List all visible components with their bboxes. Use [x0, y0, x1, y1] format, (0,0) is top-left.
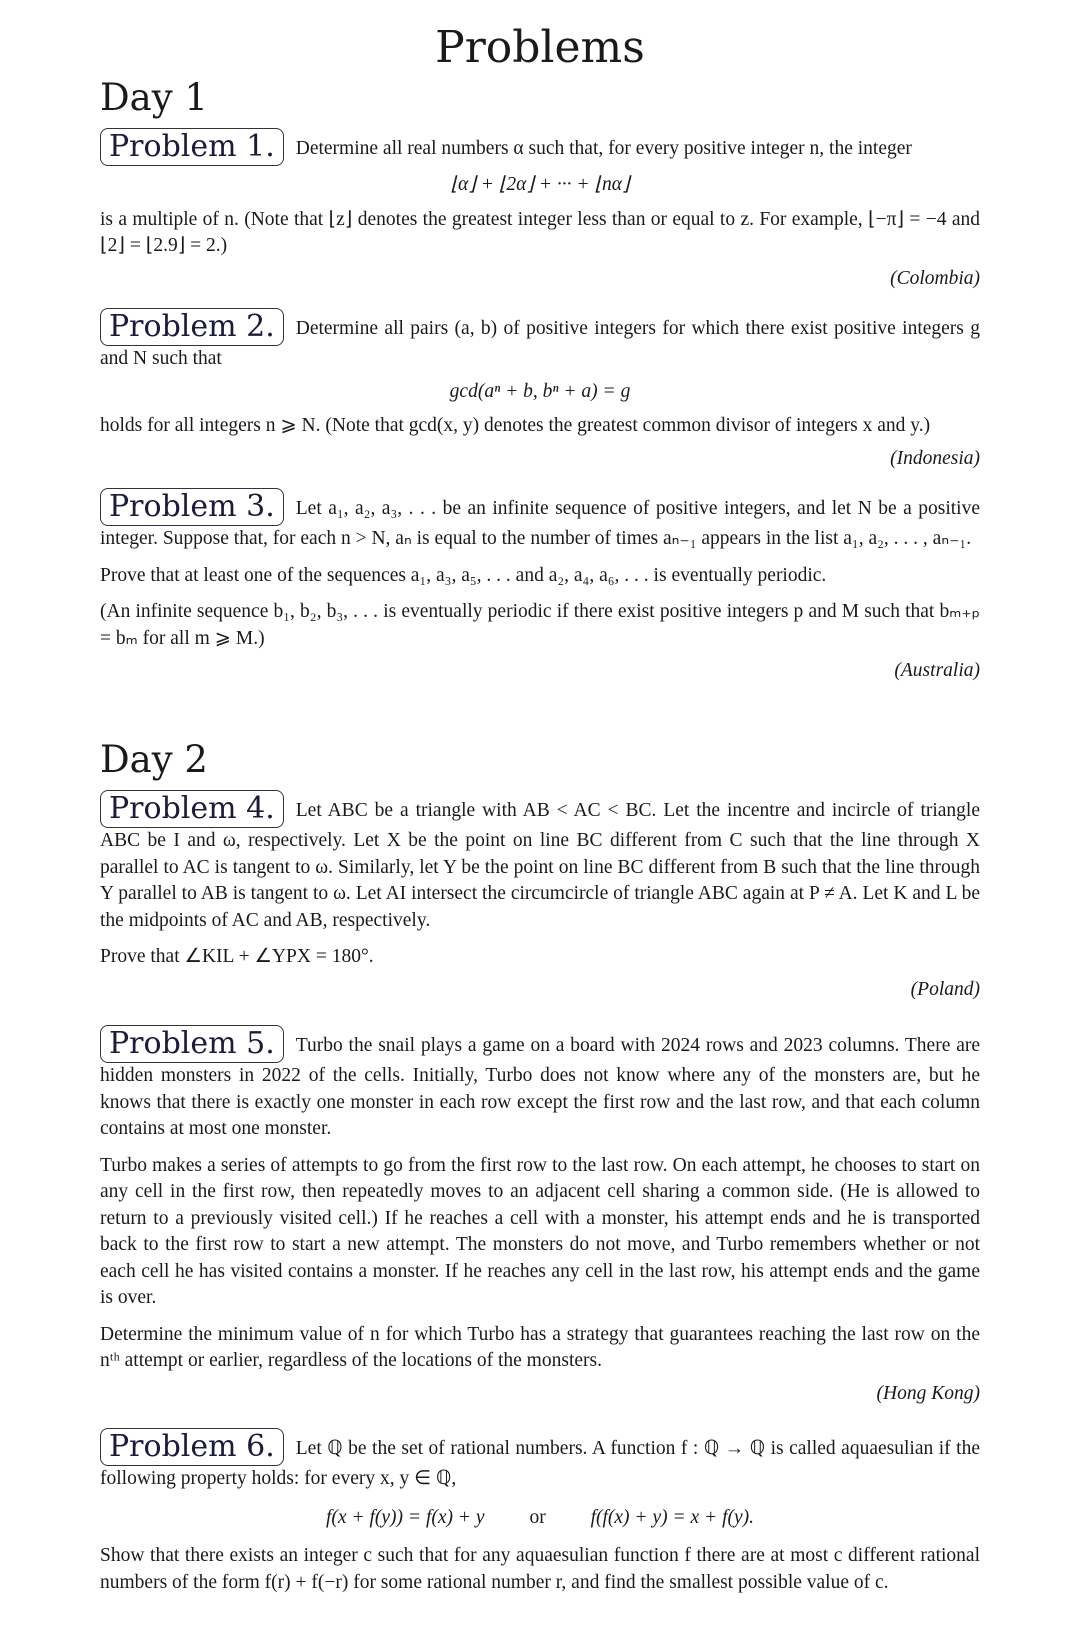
problem-2 — [100, 308, 980, 472]
problem-2-label: Problem 2. — [100, 308, 284, 346]
problem-5-question: Determine the minimum value of n for which Turbo has a strategy that guarantees reaching the last row on the nᵗʰ attempt or earlier, regardless of the locations of the monsters. — [100, 1323, 980, 1371]
problem-3-label: Problem 3. — [100, 488, 284, 526]
problem-5 — [100, 1025, 980, 1407]
problem-3-prove: Prove that at least one of the sequences a₁, a₃, a₅, . . . and a₂, a₄, a₆, . . . is eventually periodic. — [100, 564, 827, 586]
problem-3-definition: (An infinite sequence b₁, b₂, b₃, . . . is eventually periodic if there exist positive integers p and M such that bₘ₊ₚ = bₘ for all m ⩾ M.) — [100, 601, 980, 649]
problem-2-statement: Determine all pairs (a, b) of positive integers for which there exist positive integers g and N such that — [100, 318, 980, 369]
problem-1-note: is a multiple of n. (Note that ⌊z⌋ denotes the greatest integer less than or equal to z. For example, ⌊−π⌋ = −4 and ⌊2⌋ = ⌊2.9⌋ = 2.) — [100, 208, 980, 256]
problem-6-statement: Let ℚ be the set of rational numbers. A function f : ℚ → ℚ is called aquaesulian if the following property holds: for every x, y ∈ ℚ, — [100, 1438, 980, 1489]
problem-4-country: (Poland) — [910, 978, 980, 1000]
problem-6-equation-right: f(f(x) + y) = x + f(y). — [590, 1506, 754, 1528]
problem-6 — [100, 1428, 980, 1596]
problem-4-label: Problem 4. — [100, 790, 284, 828]
problem-5-label: Problem 5. — [100, 1025, 284, 1063]
problem-2-equation: gcd(aⁿ + b, bⁿ + a) = g — [449, 380, 631, 402]
problem-2-country: (Indonesia) — [890, 447, 980, 469]
problem-1-label: Problem 1. — [100, 128, 284, 166]
problem-1-statement: Determine all real numbers α such that, for every positive integer n, the integer — [295, 138, 912, 159]
problem-1-country: (Colombia) — [890, 267, 980, 289]
problem-1 — [100, 128, 980, 292]
problem-6-equation-left: f(x + f(y)) = f(x) + y — [326, 1506, 485, 1528]
problem-6-label: Problem 6. — [100, 1428, 284, 1466]
problem-3-statement: Let a₁, a₂, a₃, . . . be an infinite sequence of positive integers, and let N be a positive integer. Suppose that, for each n > N, aₙ is equal to the number of times aₙ₋₁ appears in the list a₁, a₂, . . . , aₙ₋₁. — [100, 498, 980, 549]
day-2-heading: Day 2 — [100, 738, 208, 781]
problem-5-statement: Turbo the snail plays a game on a board with 2024 rows and 2023 columns. There are hidden monsters in 2022 of the cells. Initially, Turbo does not know where any of the monsters are, but he knows that there is exactly one monster in each row except the first row and the last row, and that each column contains at most one monster. — [100, 1035, 980, 1139]
problem-4-prove: Prove that ∠KIL + ∠YPX = 180°. — [100, 946, 374, 967]
problem-6-equation — [100, 1505, 980, 1532]
problem-5-rules: Turbo makes a series of attempts to go from the first row to the last row. On each attempt, he chooses to start on any cell in the first row, then repeatedly moves to an adjacent cell sharing a common side. (He is allowed to return to a previously visited cell.) If he reaches a cell with a monster, his attempt ends and he is transported back to the first row to start a new attempt. The monsters do not move, and Turbo remembers whether or not each cell he has visited contains a monster. If he reaches any cell in the last row, his attempt ends and the game is over. — [100, 1154, 980, 1308]
problem-6-task: Show that there exists an integer c such that for any aquaesulian function f there are at most c different rational numbers of the form f(r) + f(−r) for some rational number r, and find the smallest possible value of c. — [100, 1545, 980, 1593]
problem-3 — [100, 488, 980, 685]
problem-6-equation-or: or — [529, 1506, 546, 1528]
problem-1-equation: ⌊α⌋ + ⌊2α⌋ + ··· + ⌊nα⌋ — [450, 174, 630, 195]
problem-2-note: holds for all integers n ⩾ N. (Note that gcd(x, y) denotes the greatest common divisor of integers x and y.) — [100, 415, 931, 436]
page-title: Problems — [435, 22, 645, 73]
problem-5-country: (Hong Kong) — [876, 1382, 980, 1404]
problem-3-country: (Australia) — [894, 660, 980, 681]
day-1-heading: Day 1 — [100, 76, 208, 119]
problem-4-statement: Let ABC be a triangle with AB < AC < BC. Let the incentre and incircle of triangle ABC be I and ω, respectively. Let X be the point on line BC different from C such that the line through X parallel to AC is tangent to ω. Similarly, let Y be the point on line BC different from B such that the line through Y parallel to AB is tangent to ω. Let AI intersect the circumcircle of triangle ABC again at P ≠ A. Let K and L be the midpoints of AC and AB, respectively. — [100, 800, 980, 931]
problem-4 — [100, 790, 980, 1003]
